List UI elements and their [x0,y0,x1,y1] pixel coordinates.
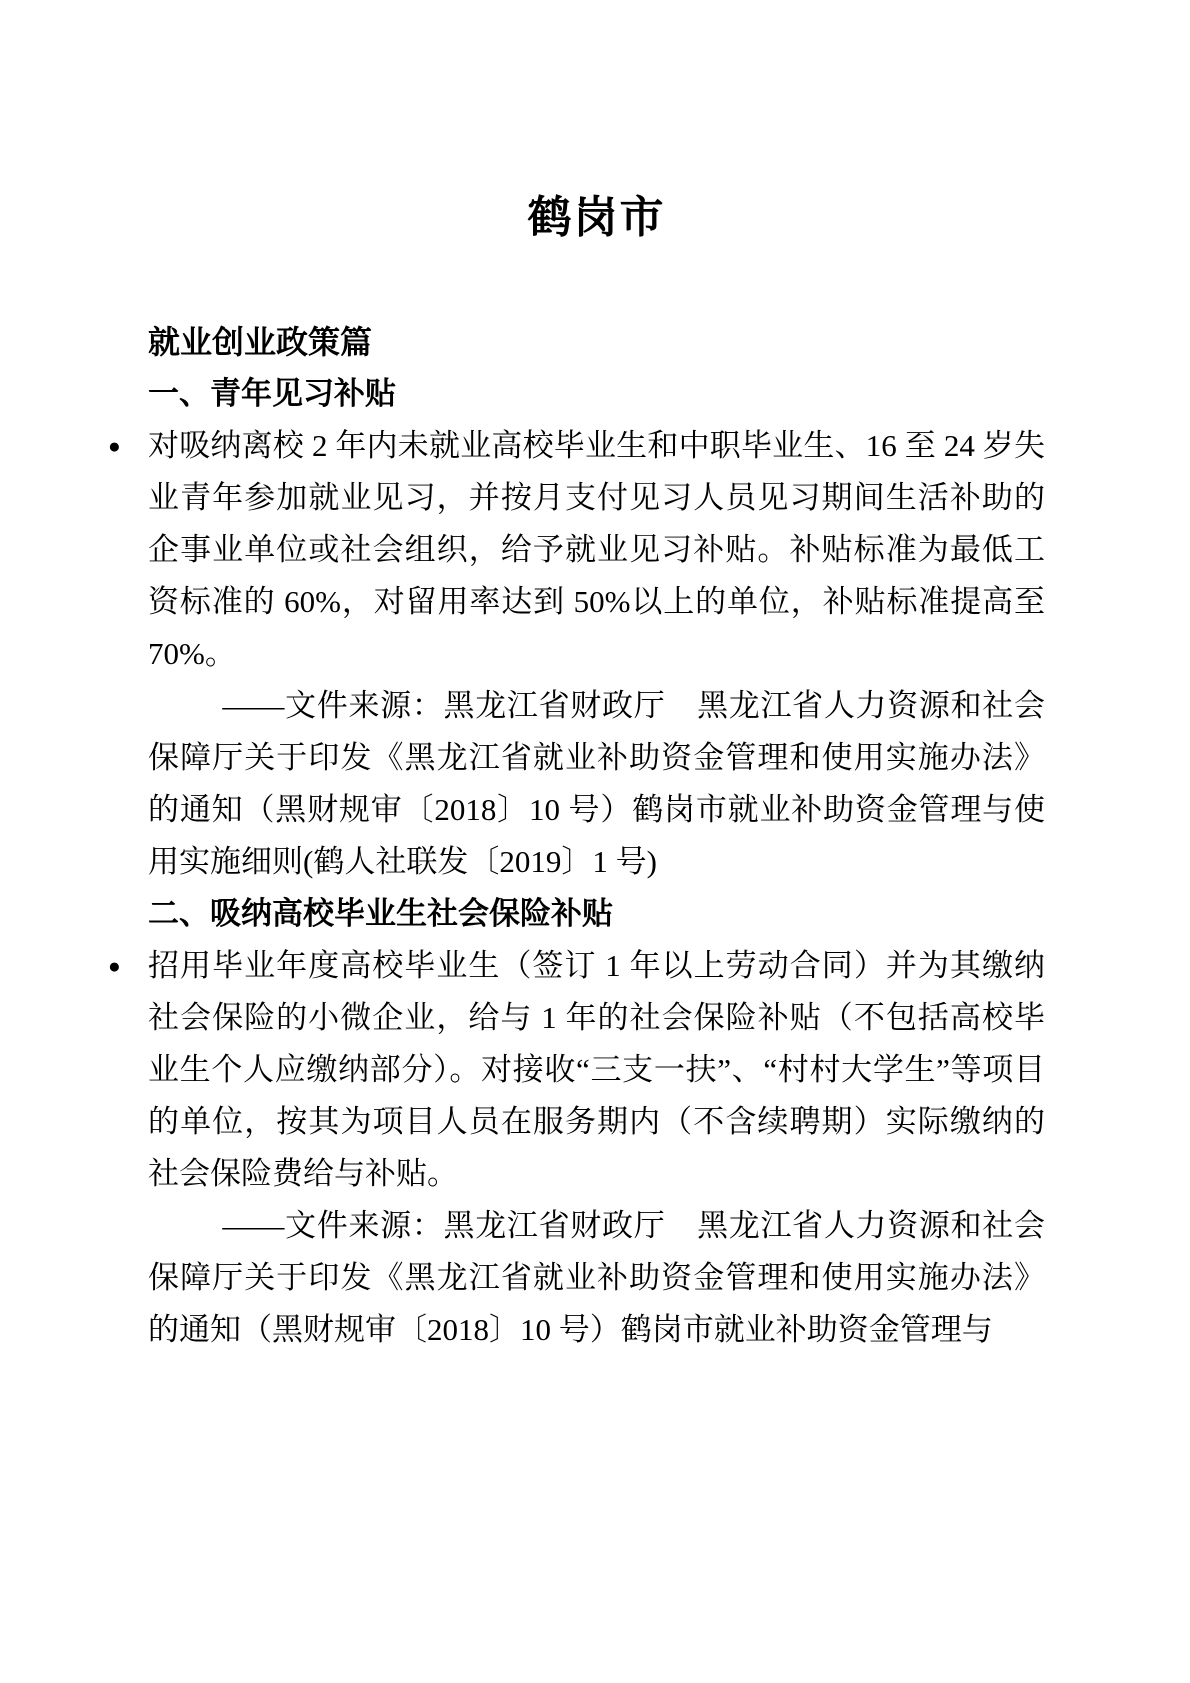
item-1-source-attribution: ——文件来源：黑龙江省财政厅 黑龙江省人力资源和社会保障厅关于印发《黑龙江省就业补助资金管理和使用实施办法》的通知（黑财规审〔2018〕10 号）鹤岗市就业补助资金管理与使用实施细则(鹤人社联发〔2019〕1 号) [148,688,1045,879]
item-2-heading: 二、吸纳高校毕业生社会保险补贴 [148,896,613,931]
document-body [108,316,1045,1356]
page-title: 鹤岗市 [527,193,666,242]
section-heading: 就业创业政策篇 [148,324,373,360]
bullet-icon: ● [108,434,121,458]
item-2-source-attribution: ——文件来源：黑龙江省财政厅 黑龙江省人力资源和社会保障厅关于印发《黑龙江省就业补助资金管理和使用实施办法》的通知（黑财规审〔2018〕10 号）鹤岗市就业补助资金管理与 [148,1208,1045,1347]
item-2-bullet-paragraph [108,940,1045,1200]
bullet-icon: ● [108,954,121,978]
item-1-heading: 一、青年见习补贴 [148,376,396,411]
item-1-bullet-paragraph [108,420,1045,680]
item-1-policy-text: 对吸纳离校 2 年内未就业高校毕业生和中职毕业生、16 至 24 岁失业青年参加就业见习，并按月支付见习人员见习期间生活补助的企事业单位或社会组织，给予就业见习补贴。补贴标准为最低工资标准的 60%，对留用率达到 50%以上的单位，补贴标准提高至 70%。 [148,428,1045,671]
item-2-policy-text: 招用毕业年度高校毕业生（签订 1 年以上劳动合同）并为其缴纳社会保险的小微企业，给与 1 年的社会保险补贴（不包括高校毕业生个人应缴纳部分）。对接收“三支一扶”、“村村大学生”等项目的单位，按其为项目人员在服务期内（不含续聘期）实际缴纳的社会保险费给与补贴。 [148,948,1045,1191]
